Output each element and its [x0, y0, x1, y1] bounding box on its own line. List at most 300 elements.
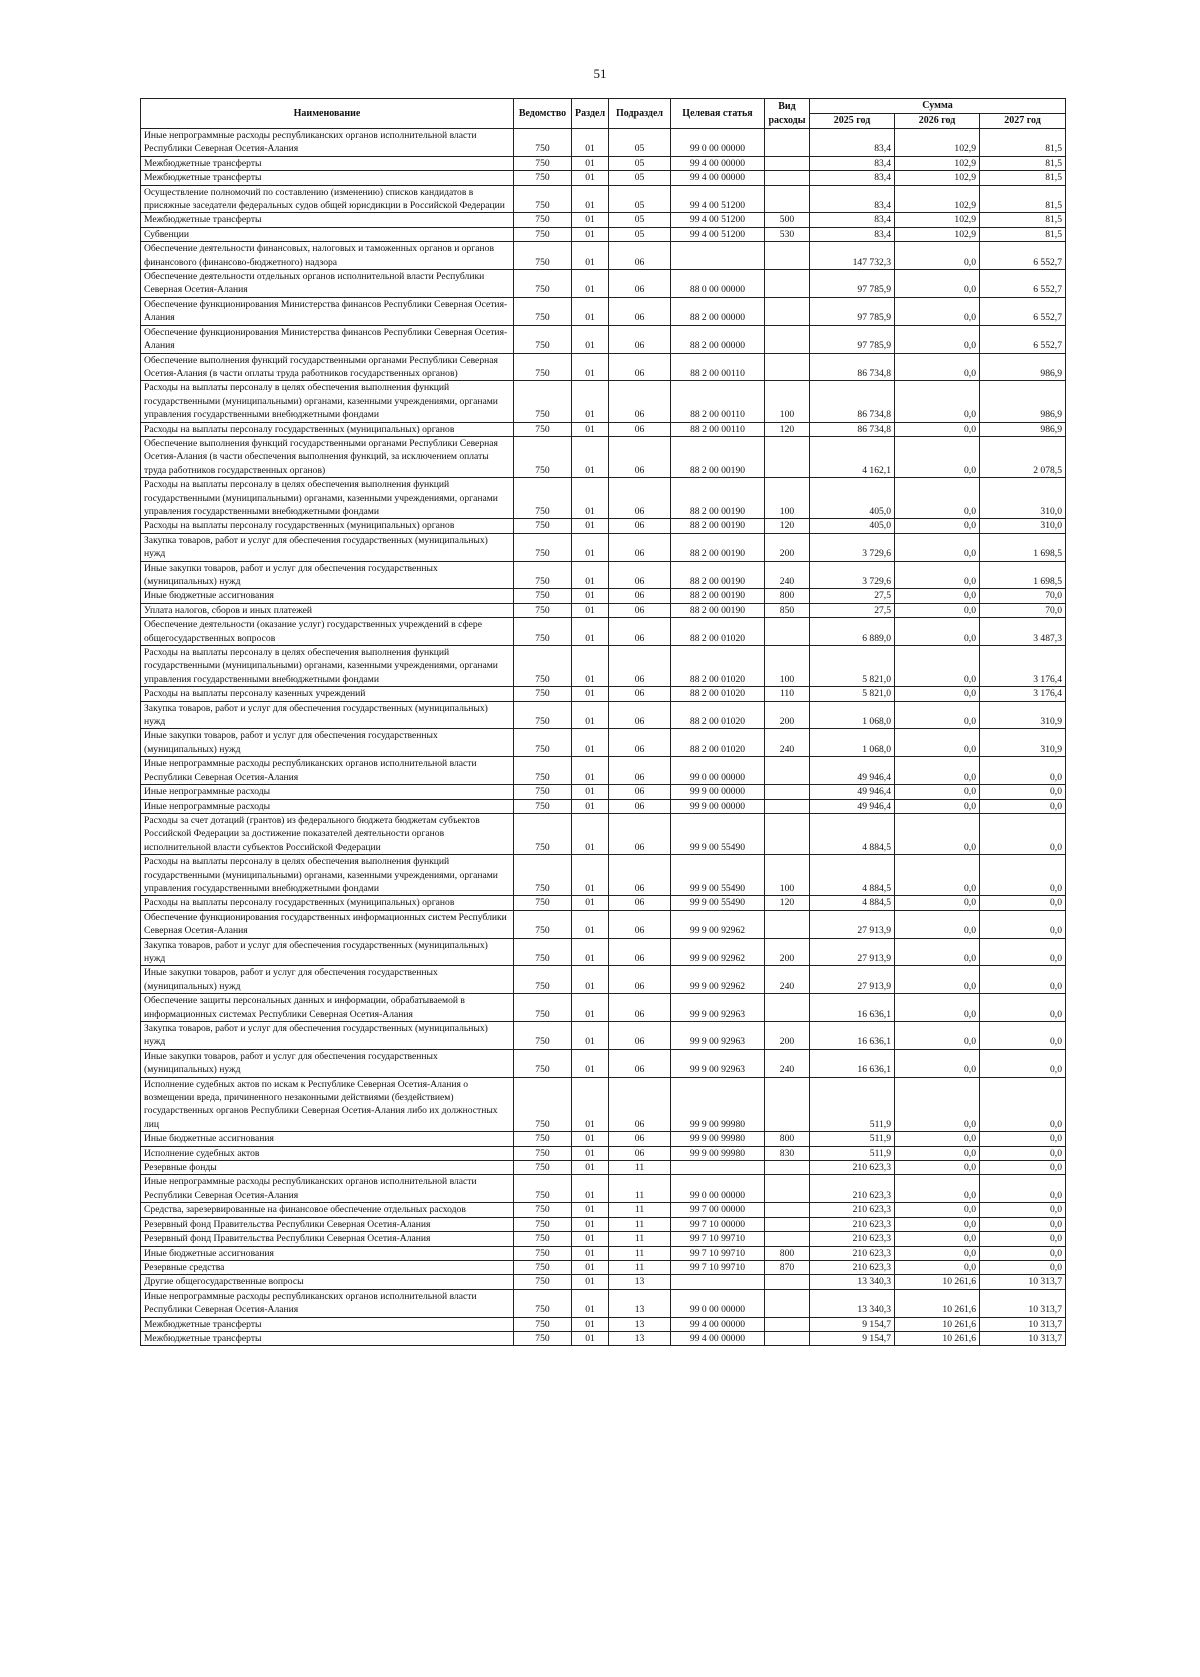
- row-sum-2027: 0,0: [980, 1203, 1066, 1217]
- row-subsection: 13: [609, 1331, 671, 1345]
- row-name: Расходы на выплаты персоналу в целях обеспечения выполнения функций государственными (муниципальными) органами, казенными учреждениями, органами управления государственными внебюджетными фондами: [141, 478, 514, 519]
- row-name: Обеспечение деятельности (оказание услуг) государственных учреждений в сфере общегосударственных вопросов: [141, 618, 514, 646]
- row-target: 99 9 00 92962: [671, 938, 765, 966]
- row-dept: 750: [514, 561, 572, 589]
- row-exp-type: 240: [765, 966, 810, 994]
- row-name: Обеспечение функционирования Министерства финансов Республики Северная Осетия-Алания: [141, 325, 514, 353]
- table-row: [141, 353, 1066, 381]
- row-subsection: 06: [609, 1077, 671, 1132]
- row-sum-2025: 83,4: [810, 171, 895, 185]
- row-dept: 750: [514, 1246, 572, 1260]
- row-sum-2025: 210 623,3: [810, 1260, 895, 1274]
- row-name: Иные закупки товаров, работ и услуг для обеспечения государственных (муниципальных) нужд: [141, 561, 514, 589]
- row-section: 01: [572, 618, 609, 646]
- table-row: [141, 603, 1066, 617]
- row-name: Иные непрограммные расходы: [141, 799, 514, 813]
- table-row: [141, 896, 1066, 910]
- row-exp-type: [765, 242, 810, 270]
- row-sum-2025: 9 154,7: [810, 1331, 895, 1345]
- row-sum-2025: 3 729,6: [810, 533, 895, 561]
- row-sum-2027: 81,5: [980, 129, 1066, 157]
- row-dept: 750: [514, 519, 572, 533]
- row-sum-2026: 0,0: [895, 353, 980, 381]
- row-sum-2026: 0,0: [895, 785, 980, 799]
- row-section: 01: [572, 561, 609, 589]
- row-subsection: 06: [609, 855, 671, 896]
- row-sum-2027: 0,0: [980, 1175, 1066, 1203]
- row-dept: 750: [514, 533, 572, 561]
- table-row: [141, 1132, 1066, 1146]
- row-target: 88 2 00 01020: [671, 687, 765, 701]
- table-row: [141, 1289, 1066, 1317]
- row-subsection: 06: [609, 603, 671, 617]
- row-dept: 750: [514, 1232, 572, 1246]
- header-exp-type: Вид расходы: [765, 99, 810, 129]
- row-name: Межбюджетные трансферты: [141, 171, 514, 185]
- row-dept: 750: [514, 1022, 572, 1050]
- row-section: 01: [572, 785, 609, 799]
- row-sum-2027: 10 313,7: [980, 1289, 1066, 1317]
- table-row: [141, 561, 1066, 589]
- row-subsection: 06: [609, 994, 671, 1022]
- row-sum-2025: 97 785,9: [810, 325, 895, 353]
- row-sum-2025: 86 734,8: [810, 381, 895, 422]
- row-sum-2026: 0,0: [895, 896, 980, 910]
- row-name: Резервные фонды: [141, 1161, 514, 1175]
- row-sum-2025: 27,5: [810, 603, 895, 617]
- row-sum-2026: 102,9: [895, 213, 980, 227]
- row-sum-2026: 0,0: [895, 422, 980, 436]
- row-name: Закупка товаров, работ и услуг для обеспечения государственных (муниципальных) нужд: [141, 938, 514, 966]
- row-target: 99 9 00 92963: [671, 994, 765, 1022]
- row-exp-type: [765, 813, 810, 854]
- row-name: Обеспечение выполнения функций государственными органами Республики Северная Осетия-Алания (в части обеспечения выполнения функций, за исключением оплаты труда работников государственных органов): [141, 436, 514, 477]
- row-sum-2025: 13 340,3: [810, 1289, 895, 1317]
- row-name: Закупка товаров, работ и услуг для обеспечения государственных (муниципальных) нужд: [141, 1022, 514, 1050]
- row-name: Резервные средства: [141, 1260, 514, 1274]
- row-subsection: 06: [609, 618, 671, 646]
- row-sum-2025: 49 946,4: [810, 799, 895, 813]
- row-exp-type: [765, 297, 810, 325]
- table-row: [141, 785, 1066, 799]
- row-name: Иные закупки товаров, работ и услуг для обеспечения государственных (муниципальных) нужд: [141, 729, 514, 757]
- row-subsection: 11: [609, 1175, 671, 1203]
- row-target: 88 2 00 00190: [671, 519, 765, 533]
- row-target: 99 4 00 51200: [671, 227, 765, 241]
- row-sum-2027: 986,9: [980, 381, 1066, 422]
- row-section: 01: [572, 129, 609, 157]
- row-target: 88 2 00 01020: [671, 646, 765, 687]
- row-exp-type: [765, 1331, 810, 1345]
- row-section: 01: [572, 729, 609, 757]
- row-sum-2026: 0,0: [895, 1260, 980, 1274]
- row-sum-2025: 16 636,1: [810, 994, 895, 1022]
- row-target: 99 4 00 00000: [671, 156, 765, 170]
- row-dept: 750: [514, 1146, 572, 1160]
- row-name: Иные бюджетные ассигнования: [141, 589, 514, 603]
- row-sum-2027: 0,0: [980, 1232, 1066, 1246]
- table-row: [141, 478, 1066, 519]
- row-subsection: 11: [609, 1161, 671, 1175]
- row-section: 01: [572, 1175, 609, 1203]
- row-section: 01: [572, 533, 609, 561]
- row-sum-2027: 2 078,5: [980, 436, 1066, 477]
- row-target: [671, 1161, 765, 1175]
- table-row: [141, 1260, 1066, 1274]
- row-section: 01: [572, 1022, 609, 1050]
- row-sum-2025: 83,4: [810, 156, 895, 170]
- row-sum-2027: 1 698,5: [980, 561, 1066, 589]
- row-sum-2027: 70,0: [980, 603, 1066, 617]
- row-subsection: 05: [609, 129, 671, 157]
- row-sum-2027: 6 552,7: [980, 270, 1066, 298]
- row-exp-type: 100: [765, 381, 810, 422]
- row-subsection: 06: [609, 533, 671, 561]
- row-exp-type: 100: [765, 646, 810, 687]
- row-sum-2027: 81,5: [980, 185, 1066, 213]
- row-target: 99 0 00 00000: [671, 1175, 765, 1203]
- row-name: Закупка товаров, работ и услуг для обеспечения государственных (муниципальных) нужд: [141, 701, 514, 729]
- row-sum-2027: 1 698,5: [980, 533, 1066, 561]
- row-section: 01: [572, 213, 609, 227]
- row-section: 01: [572, 422, 609, 436]
- row-section: 01: [572, 1331, 609, 1345]
- row-name: Межбюджетные трансферты: [141, 156, 514, 170]
- header-section: Раздел: [572, 99, 609, 129]
- row-section: 01: [572, 603, 609, 617]
- row-sum-2026: 0,0: [895, 1077, 980, 1132]
- row-sum-2026: 0,0: [895, 938, 980, 966]
- row-dept: 750: [514, 325, 572, 353]
- row-exp-type: 850: [765, 603, 810, 617]
- row-sum-2025: 4 884,5: [810, 855, 895, 896]
- row-sum-2027: 10 313,7: [980, 1317, 1066, 1331]
- row-sum-2026: 0,0: [895, 855, 980, 896]
- row-dept: 750: [514, 994, 572, 1022]
- table-header: [141, 99, 1066, 129]
- row-sum-2026: 10 261,6: [895, 1275, 980, 1289]
- row-section: 01: [572, 855, 609, 896]
- row-subsection: 06: [609, 896, 671, 910]
- table-row: [141, 533, 1066, 561]
- row-sum-2025: 27 913,9: [810, 910, 895, 938]
- row-dept: 750: [514, 436, 572, 477]
- row-section: 01: [572, 1246, 609, 1260]
- row-section: 01: [572, 381, 609, 422]
- row-subsection: 06: [609, 436, 671, 477]
- row-sum-2027: 0,0: [980, 1260, 1066, 1274]
- row-dept: 750: [514, 381, 572, 422]
- row-sum-2027: 81,5: [980, 171, 1066, 185]
- table-row: [141, 1049, 1066, 1077]
- table-row: [141, 297, 1066, 325]
- row-dept: 750: [514, 297, 572, 325]
- row-target: 99 9 00 92963: [671, 1049, 765, 1077]
- row-sum-2025: 4 884,5: [810, 813, 895, 854]
- row-sum-2026: 0,0: [895, 1246, 980, 1260]
- row-target: 88 2 00 00190: [671, 478, 765, 519]
- table-row: [141, 270, 1066, 298]
- row-exp-type: [765, 171, 810, 185]
- row-dept: 750: [514, 227, 572, 241]
- row-subsection: 06: [609, 561, 671, 589]
- table-row: [141, 994, 1066, 1022]
- row-sum-2025: 97 785,9: [810, 270, 895, 298]
- table-row: [141, 701, 1066, 729]
- row-target: 99 7 10 99710: [671, 1246, 765, 1260]
- row-subsection: 06: [609, 1022, 671, 1050]
- row-section: 01: [572, 1317, 609, 1331]
- row-dept: 750: [514, 855, 572, 896]
- row-sum-2026: 0,0: [895, 1146, 980, 1160]
- table-row: [141, 729, 1066, 757]
- row-subsection: 06: [609, 813, 671, 854]
- table-row: [141, 1203, 1066, 1217]
- row-sum-2025: 86 734,8: [810, 353, 895, 381]
- row-sum-2026: 0,0: [895, 994, 980, 1022]
- row-target: 88 2 00 00190: [671, 561, 765, 589]
- row-subsection: 06: [609, 242, 671, 270]
- row-name: Обеспечение деятельности отдельных органов исполнительной власти Республики Северная Осетия-Алания: [141, 270, 514, 298]
- row-sum-2026: 0,0: [895, 646, 980, 687]
- row-sum-2026: 102,9: [895, 227, 980, 241]
- row-section: 01: [572, 687, 609, 701]
- row-sum-2027: 0,0: [980, 910, 1066, 938]
- row-name: Иные закупки товаров, работ и услуг для обеспечения государственных (муниципальных) нужд: [141, 966, 514, 994]
- row-sum-2025: 5 821,0: [810, 646, 895, 687]
- row-target: 99 9 00 92962: [671, 966, 765, 994]
- row-subsection: 05: [609, 213, 671, 227]
- table-row: [141, 185, 1066, 213]
- row-dept: 750: [514, 1217, 572, 1231]
- row-exp-type: 240: [765, 1049, 810, 1077]
- row-sum-2027: 0,0: [980, 1246, 1066, 1260]
- row-target: 99 7 00 00000: [671, 1203, 765, 1217]
- row-target: 99 0 00 00000: [671, 757, 765, 785]
- row-section: 01: [572, 910, 609, 938]
- row-sum-2025: 83,4: [810, 185, 895, 213]
- row-section: 01: [572, 994, 609, 1022]
- row-sum-2025: 210 623,3: [810, 1203, 895, 1217]
- row-name: Резервный фонд Правительства Республики Северная Осетия-Алания: [141, 1217, 514, 1231]
- row-sum-2026: 0,0: [895, 381, 980, 422]
- table-row: [141, 129, 1066, 157]
- row-target: 99 7 10 99710: [671, 1232, 765, 1246]
- row-dept: 750: [514, 687, 572, 701]
- row-name: Средства, зарезервированные на финансовое обеспечение отдельных расходов: [141, 1203, 514, 1217]
- row-name: Расходы на выплаты персоналу государственных (муниципальных) органов: [141, 519, 514, 533]
- row-target: 99 9 00 55490: [671, 813, 765, 854]
- row-sum-2025: 83,4: [810, 227, 895, 241]
- row-sum-2027: 81,5: [980, 227, 1066, 241]
- row-dept: 750: [514, 589, 572, 603]
- row-sum-2025: 16 636,1: [810, 1022, 895, 1050]
- row-sum-2026: 0,0: [895, 687, 980, 701]
- row-sum-2026: 0,0: [895, 1217, 980, 1231]
- table-row: [141, 646, 1066, 687]
- row-exp-type: 200: [765, 1022, 810, 1050]
- row-exp-type: [765, 1175, 810, 1203]
- row-name: Исполнение судебных актов по искам к Республике Северная Осетия-Алания о возмещении вреда, причиненного незаконными действиями (бездействием) государственных органов Республики Северная Осетия-Алания либо их должностных лиц: [141, 1077, 514, 1132]
- row-sum-2027: 0,0: [980, 1132, 1066, 1146]
- row-sum-2027: 3 487,3: [980, 618, 1066, 646]
- row-sum-2026: 0,0: [895, 701, 980, 729]
- row-dept: 750: [514, 813, 572, 854]
- row-name: Расходы на выплаты персоналу в целях обеспечения выполнения функций государственными (муниципальными) органами, казенными учреждениями, органами управления государственными внебюджетными фондами: [141, 381, 514, 422]
- row-sum-2027: 0,0: [980, 1022, 1066, 1050]
- table-row: [141, 1161, 1066, 1175]
- row-subsection: 06: [609, 757, 671, 785]
- row-exp-type: 240: [765, 561, 810, 589]
- row-subsection: 06: [609, 701, 671, 729]
- row-exp-type: [765, 1317, 810, 1331]
- row-sum-2027: 0,0: [980, 813, 1066, 854]
- row-sum-2025: 6 889,0: [810, 618, 895, 646]
- row-exp-type: 110: [765, 687, 810, 701]
- row-dept: 750: [514, 242, 572, 270]
- row-exp-type: 830: [765, 1146, 810, 1160]
- row-target: 99 9 00 92963: [671, 1022, 765, 1050]
- row-sum-2027: 0,0: [980, 1146, 1066, 1160]
- row-dept: 750: [514, 910, 572, 938]
- row-exp-type: 500: [765, 213, 810, 227]
- row-sum-2027: 3 176,4: [980, 646, 1066, 687]
- row-dept: 750: [514, 270, 572, 298]
- row-sum-2027: 0,0: [980, 966, 1066, 994]
- header-name: Наименование: [141, 99, 514, 129]
- row-sum-2025: 27 913,9: [810, 966, 895, 994]
- row-sum-2027: 0,0: [980, 1049, 1066, 1077]
- row-sum-2026: 0,0: [895, 270, 980, 298]
- row-section: 01: [572, 1275, 609, 1289]
- row-subsection: 06: [609, 325, 671, 353]
- row-name: Обеспечение защиты персональных данных и информации, обрабатываемой в информационных системах Республики Северная Осетия-Алания: [141, 994, 514, 1022]
- row-sum-2025: 1 068,0: [810, 701, 895, 729]
- row-subsection: 06: [609, 353, 671, 381]
- row-sum-2025: 49 946,4: [810, 785, 895, 799]
- row-sum-2026: 0,0: [895, 436, 980, 477]
- row-subsection: 06: [609, 422, 671, 436]
- row-sum-2027: 0,0: [980, 994, 1066, 1022]
- row-target: 88 2 00 00000: [671, 297, 765, 325]
- row-sum-2026: 0,0: [895, 478, 980, 519]
- table-body: [141, 129, 1066, 1346]
- table-row: [141, 1317, 1066, 1331]
- table-row: [141, 757, 1066, 785]
- row-dept: 750: [514, 646, 572, 687]
- row-sum-2027: 310,0: [980, 478, 1066, 519]
- row-dept: 750: [514, 1175, 572, 1203]
- row-subsection: 11: [609, 1232, 671, 1246]
- row-sum-2027: 310,9: [980, 701, 1066, 729]
- row-sum-2027: 0,0: [980, 1161, 1066, 1175]
- row-exp-type: 200: [765, 533, 810, 561]
- row-sum-2027: 0,0: [980, 1217, 1066, 1231]
- row-name: Иные непрограммные расходы республиканских органов исполнительной власти Республики Северная Осетия-Алания: [141, 1175, 514, 1203]
- row-sum-2027: 10 313,7: [980, 1275, 1066, 1289]
- table-row: [141, 910, 1066, 938]
- row-dept: 750: [514, 1077, 572, 1132]
- row-target: 88 2 00 00110: [671, 381, 765, 422]
- row-target: 88 2 00 01020: [671, 729, 765, 757]
- row-exp-type: 120: [765, 519, 810, 533]
- row-target: 99 9 00 99980: [671, 1077, 765, 1132]
- row-section: 01: [572, 156, 609, 170]
- row-target: 99 9 00 55490: [671, 855, 765, 896]
- row-target: 99 4 00 51200: [671, 213, 765, 227]
- row-section: 01: [572, 1217, 609, 1231]
- row-sum-2025: 511,9: [810, 1132, 895, 1146]
- row-section: 01: [572, 1232, 609, 1246]
- row-subsection: 13: [609, 1275, 671, 1289]
- table-row: [141, 1246, 1066, 1260]
- row-section: 01: [572, 1161, 609, 1175]
- row-sum-2026: 102,9: [895, 129, 980, 157]
- row-section: 01: [572, 325, 609, 353]
- row-sum-2026: 0,0: [895, 1022, 980, 1050]
- row-exp-type: [765, 799, 810, 813]
- row-sum-2025: 83,4: [810, 213, 895, 227]
- row-name: Осуществление полномочий по составлению (изменению) списков кандидатов в присяжные заседатели федеральных судов общей юрисдикции в Российской Федерации: [141, 185, 514, 213]
- row-sum-2026: 102,9: [895, 156, 980, 170]
- row-target: 88 0 00 00000: [671, 270, 765, 298]
- row-target: 99 0 00 00000: [671, 1289, 765, 1317]
- row-dept: 750: [514, 1331, 572, 1345]
- row-name: Иные бюджетные ассигнования: [141, 1132, 514, 1146]
- row-sum-2027: 0,0: [980, 1077, 1066, 1132]
- row-target: 99 4 00 00000: [671, 1317, 765, 1331]
- row-sum-2025: 210 623,3: [810, 1161, 895, 1175]
- table-row: [141, 156, 1066, 170]
- row-exp-type: [765, 757, 810, 785]
- row-sum-2025: 1 068,0: [810, 729, 895, 757]
- row-sum-2027: 6 552,7: [980, 242, 1066, 270]
- row-dept: 750: [514, 185, 572, 213]
- table-row: [141, 1175, 1066, 1203]
- row-subsection: 06: [609, 799, 671, 813]
- row-dept: 750: [514, 1161, 572, 1175]
- row-name: Расходы на выплаты персоналу казенных учреждений: [141, 687, 514, 701]
- row-sum-2027: 3 176,4: [980, 687, 1066, 701]
- row-sum-2026: 0,0: [895, 966, 980, 994]
- row-name: Обеспечение функционирования государственных информационных систем Республики Северная Осетия-Алания: [141, 910, 514, 938]
- row-sum-2025: 405,0: [810, 478, 895, 519]
- budget-table: [140, 98, 1066, 1346]
- row-sum-2026: 0,0: [895, 297, 980, 325]
- row-exp-type: 120: [765, 896, 810, 910]
- row-name: Межбюджетные трансферты: [141, 1317, 514, 1331]
- row-dept: 750: [514, 896, 572, 910]
- table-row: [141, 213, 1066, 227]
- row-section: 01: [572, 1203, 609, 1217]
- row-dept: 750: [514, 729, 572, 757]
- row-name: Субвенции: [141, 227, 514, 241]
- row-section: 01: [572, 353, 609, 381]
- row-sum-2027: 986,9: [980, 422, 1066, 436]
- row-section: 01: [572, 242, 609, 270]
- row-target: 99 7 10 00000: [671, 1217, 765, 1231]
- row-sum-2026: 0,0: [895, 533, 980, 561]
- row-name: Расходы за счет дотаций (грантов) из федерального бюджета бюджетам субъектов Российской Федерации за достижение показателей деятельности органов исполнительной власти субъектов Российской Федерации: [141, 813, 514, 854]
- row-sum-2026: 0,0: [895, 1161, 980, 1175]
- row-target: [671, 1275, 765, 1289]
- row-name: Обеспечение функционирования Министерства финансов Республики Северная Осетия-Алания: [141, 297, 514, 325]
- row-exp-type: 120: [765, 422, 810, 436]
- row-dept: 750: [514, 353, 572, 381]
- row-subsection: 05: [609, 227, 671, 241]
- row-exp-type: 800: [765, 589, 810, 603]
- row-name: Иные бюджетные ассигнования: [141, 1246, 514, 1260]
